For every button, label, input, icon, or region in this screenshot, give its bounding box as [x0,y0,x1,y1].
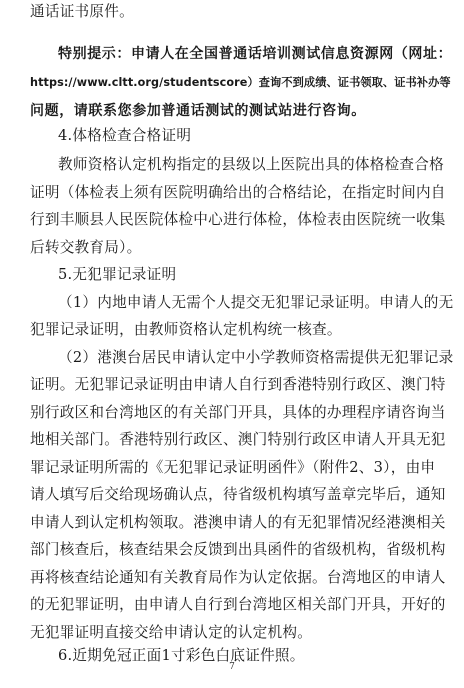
paragraph-line: 的无犯罪证明，由申请人自行到台湾地区相关部门开具，开好的 [30,596,446,613]
paragraph-line: 罪记录证明所需的《无犯罪记录证明函件》（附件2、3），由申 [30,459,436,476]
paragraph-line: （2）港澳台居民申请认定中小学教师资格需提供无犯罪记录 [58,349,454,366]
special-notice-line: 问题，请联系您参加普通话测试的测试站进行咨询。 [30,103,366,119]
paragraph-line: 再将核查结论通知有关教育局作为认定依据。台湾地区的申请人 [30,569,446,586]
paragraph-line: 地相关部门。香港特别行政区、澳门特别行政区申请人开具无犯 [30,431,446,448]
paragraph-line: 后转交教育局）。 [30,239,142,256]
paragraph-line: （1）内地申请人无需个人提交无犯罪记录证明。申请人的无 [58,294,454,311]
paragraph-line: 行到丰顺县人民医院体检中心进行体检，体检表由医院统一收集 [30,211,446,228]
paragraph-line: 犯罪记录证明，由教师资格认定机构统一核查。 [30,321,342,338]
paragraph-line: 部门核查后，核查结果会反馈到出具函件的省级机构，省级机构 [30,541,446,558]
section-heading-no-criminal-record: 5.无犯罪记录证明 [58,266,177,283]
paragraph-line: 证明（体检表上须有医院明确给出的合格结论，在指定时间内自 [30,184,446,201]
paragraph-line: 请人填写后交给现场确认点，待省级机构填写盖章完毕后，通知 [30,486,446,503]
paragraph-line: 无犯罪证明直接交给申请认定的认定机构。 [30,624,313,641]
special-notice-line: 特别提示：申请人在全国普通话培训测试信息资源网（网址： [58,46,453,62]
paragraph-line: 教师资格认定机构指定的县级以上医院出具的体格检查合格 [58,156,444,173]
section-heading-medical: 4.体格检查合格证明 [58,127,192,144]
paragraph-line: 申请人到认定机构领取。港澳申请人的有无犯罪情况经港澳相关 [30,514,446,531]
paragraph-line: 证明。无犯罪记录证明由申请人自行到香港特别行政区、澳门特 [30,376,446,393]
special-notice-url-line: https://www.cltt.org/studentscore）查询不到成绩、证书领取、证书补办等 [30,76,451,89]
page-number: 7 [229,662,235,672]
section-heading-photo: 6.近期免冠正面1寸彩色白底证件照。 [58,647,305,664]
paragraph-line: 别行政区和台湾地区的有关部门开具，具体的办理程序请咨询当 [30,404,446,421]
text-line: 通话证书原件。 [30,3,134,20]
